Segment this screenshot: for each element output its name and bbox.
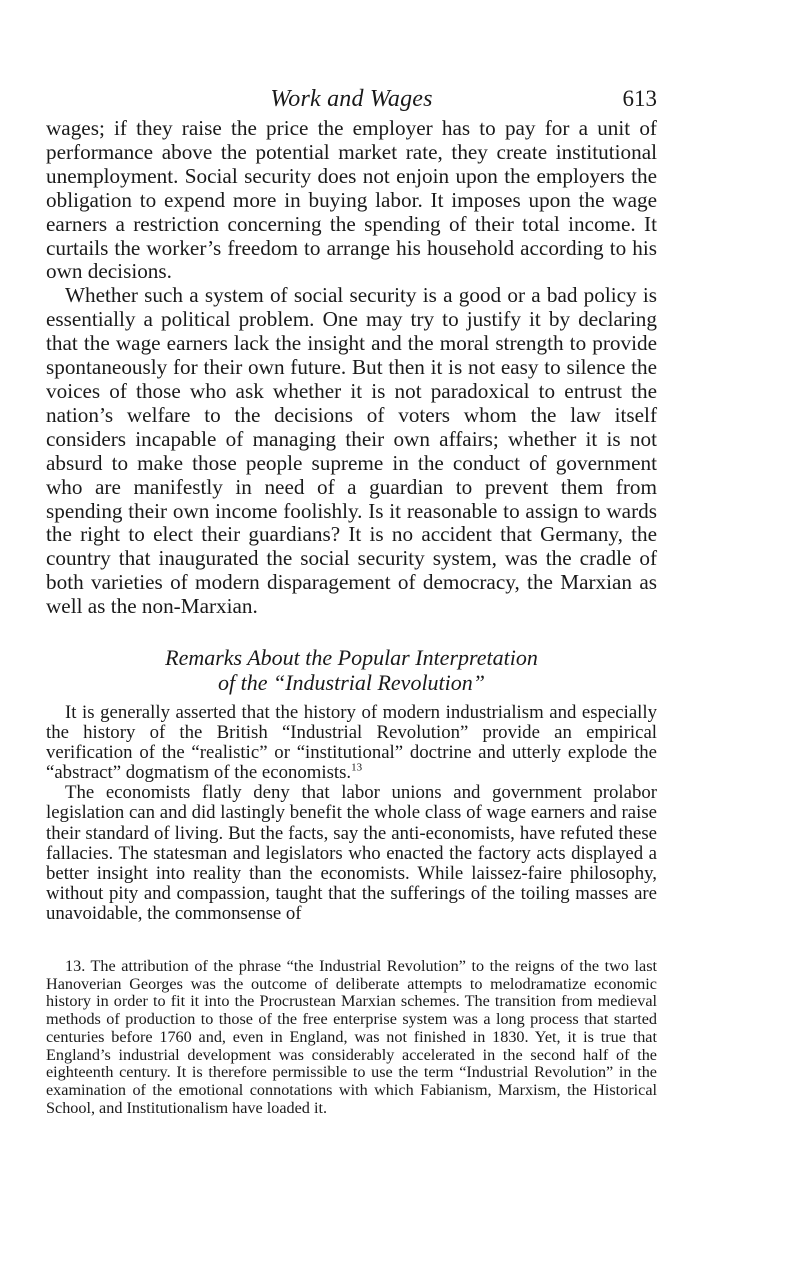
paragraph-economists: The economists flatly deny that labor unions and government prolabor legislation can and did lastingly benefit the whole class of wage earners and raise their standard of living. But the facts, say the anti-economists, have refuted these fallacies. The statesman and legislators who enacted the factory acts displayed a better insight into reality than the economists. While laissez-faire philosophy, without pity and compassion, taught that the sufferings of the toiling masses are unavoidable, the commonsense of <box>46 782 657 924</box>
section-heading-line-2: of the “Industrial Revolution” <box>217 670 486 695</box>
main-text <box>46 117 657 619</box>
footnote-reference[interactable]: 13 <box>351 762 363 775</box>
paragraph-industrial-revolution <box>46 703 657 783</box>
running-title: Work and Wages <box>270 86 433 112</box>
page-number: 613 <box>622 86 657 111</box>
paragraph-industrial-revolution-text: It is generally asserted that the history of modern industrialism and especially the history of the British “Industrial Revolution” provide an empirical verification of the “realistic” or “institutional” doctrine and utterly explode the “abstract” dogmatism of the economists. <box>46 702 657 784</box>
paragraph-social-security: Whether such a system of social security is a good or a bad policy is essentially a political problem. One may try to justify it by declaring that the wage earners lack the insight and the moral strength to provide spontaneously for their own future. But then it is not easy to silence the voices of those who ask whether it is not paradoxical to entrust the nation’s welfare to the decisions of voters whom the law itself considers incapable of managing their own affairs; whether it is not absurd to make those people supreme in the conduct of government who are manifestly in need of a guardian to prevent them from spending their own income foolishly. Is it reasonable to assign to wards the right to elect their guardians? It is no accident that Germany, the country that inaugurated the social security system, was the cradle of both varieties of modern disparagement of democracy, the Marxian as well as the non-Marxian. <box>46 283 657 619</box>
page-header <box>46 82 657 116</box>
section-text <box>46 703 657 924</box>
paragraph-wages: wages; if they raise the price the employer has to pay for a unit of performance above the potential market rate, they create institutional unemployment. Social security does not enjoin upon the employers the obligation to expend more in buying labor. It imposes upon the wage earners a restriction concerning the spending of their total income. It curtails the worker’s freedom to arrange his household according to his own decisions. <box>46 116 657 284</box>
footnote-13: 13. The attribution of the phrase “the Industrial Revolution” to the reigns of the two last Hanoverian Georges was the outcome of deliberate attempts to melodramatize economic history in order to fit it into the Procrustean Marxian schemes. The transition from medieval methods of production to those of the free enterprise system was a long process that started centuries before 1760 and, even in England, was not finished in 1830. Yet, it is true that England’s industrial development was considerably accelerated in the second half of the eighteenth century. It is therefore permissible to use the term “Industrial Revolution” in the examination of the emotional connotations with which Fabianism, Marxism, the Historical School, and Institutionalism have loaded it. <box>46 957 657 1117</box>
section-heading-line-1: Remarks About the Popular Interpretation <box>165 645 538 670</box>
section-heading <box>46 645 657 695</box>
